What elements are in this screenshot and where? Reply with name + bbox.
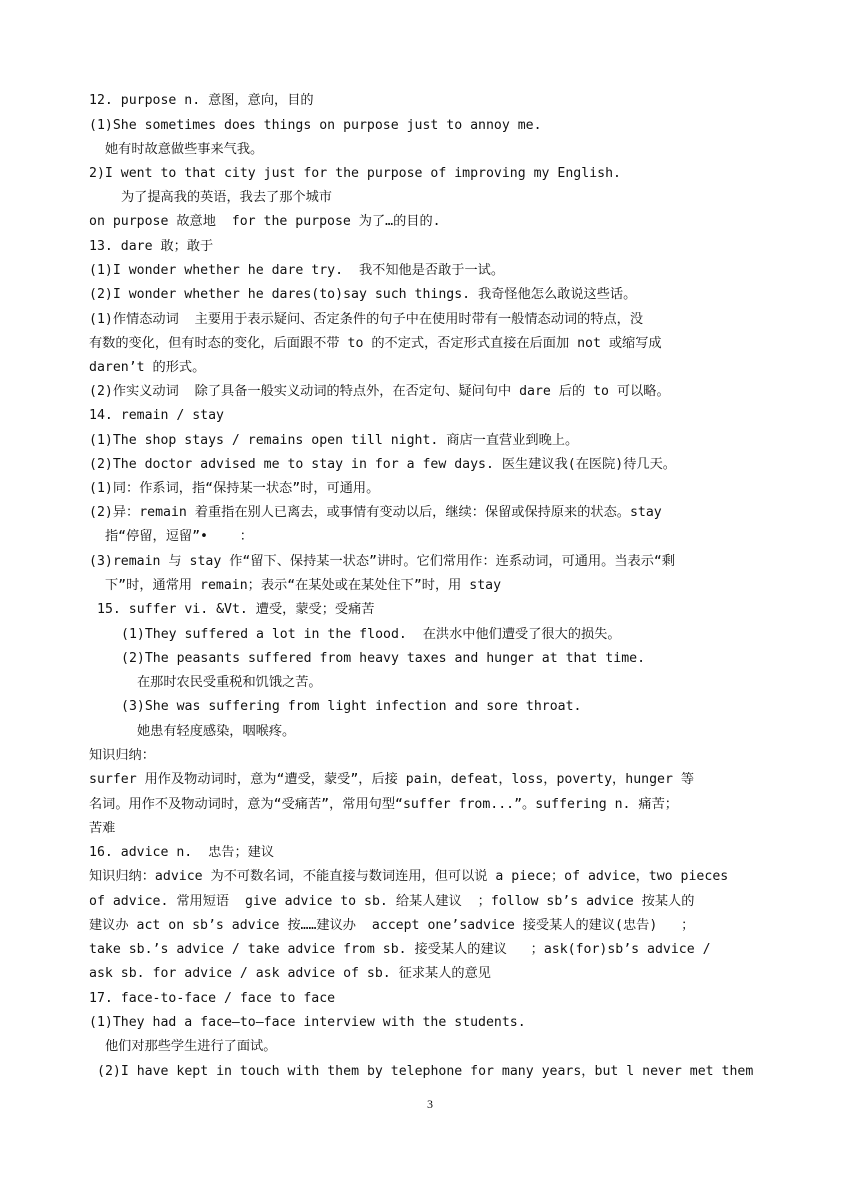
- translation-line: 在那时农民受重税和饥饿之苦。: [137, 675, 322, 690]
- heading-17-face-to-face: 17. face-to-face / face to face: [89, 991, 336, 1006]
- summary-text: surfer 用作及物动词时，意为“遭受，蒙受”，后接 pain，defeat，loss，poverty，hunger 等: [89, 772, 695, 787]
- summary-text: 知识归纳：advice 为不可数名词，不能直接与数词连用，但可以说 a piece；of advice，two pieces: [89, 869, 729, 884]
- summary-text: take sb.’s advice / take advice from sb. 接受某人的建议 ；ask(for)sb’s advice /: [89, 942, 711, 957]
- example-sentence: (2)I have kept in touch with them by telephone for many years，but l never met them: [97, 1064, 754, 1079]
- heading-14-remain-stay: 14. remain / stay: [89, 408, 224, 423]
- heading-15-suffer: 15. suffer vi. &Vt. 遭受，蒙受；受痛苦: [97, 602, 375, 617]
- summary-text: of advice. 常用短语 give advice to sb. 给某人建议 ；follow sb’s advice 按某人的: [89, 894, 695, 909]
- usage-note: 指“停留，逗留”• ：: [105, 529, 253, 544]
- example-sentence: (2)The peasants suffered from heavy taxes and hunger at that time.: [121, 651, 646, 666]
- example-sentence: 2)I went to that city just for the purpose of improving my English.: [89, 166, 621, 181]
- translation-line: 他们对那些学生进行了面试。: [105, 1039, 277, 1054]
- example-sentence: (3)She was suffering from light infection and sore throat.: [121, 699, 582, 714]
- usage-note: (2)异：remain 着重指在别人已离去，或事情有变动以后，继续：保留或保持原来的状态。stay: [89, 505, 662, 520]
- summary-text: ask sb. for advice / ask advice of sb. 征求某人的意见: [89, 966, 491, 981]
- usage-note: daren’t 的形式。: [89, 360, 206, 375]
- page-number: 3: [427, 1097, 433, 1111]
- phrase-note: on purpose 故意地 for the purpose 为了…的目的.: [89, 214, 441, 229]
- summary-label: 知识归纳：: [89, 748, 155, 763]
- example-sentence: (2)I wonder whether he dares(to)say such things. 我奇怪他怎么敢说这些话。: [89, 287, 637, 302]
- usage-note: (2)作实义动词 除了具备一般实义动词的特点外，在否定句、疑问句中 dare 后的 to 可以略。: [89, 384, 670, 399]
- translation-line: 她患有轻度感染，咽喉疼。: [137, 724, 296, 739]
- usage-note: 有数的变化，但有时态的变化，后面跟不带 to 的不定式，否定形式直接在后面加 not 或缩写成: [89, 336, 662, 351]
- usage-note: 下”时，通常用 remain；表示“在某处或在某处住下”时，用 stay: [105, 578, 502, 593]
- heading-12-purpose: 12. purpose n. 意图，意向，目的: [89, 93, 314, 108]
- summary-text: 名词。用作不及物动词时，意为“受痛苦”，常用句型“suffer from...”。suffering n. 痛苦；: [89, 797, 678, 812]
- usage-note: (1)同：作系词，指“保持某一状态”时，可通用。: [89, 481, 380, 496]
- translation-line: 她有时故意做些事来气我。: [105, 142, 264, 157]
- usage-note: (1)作情态动词 主要用于表示疑问、否定条件的句子中在使用时带有一般情态动词的特点，没: [89, 312, 644, 327]
- example-sentence: (1)I wonder whether he dare try. 我不知他是否敢于一试。: [89, 263, 505, 278]
- example-sentence: (1)They suffered a lot in the flood. 在洪水中他们遭受了很大的损失。: [121, 627, 621, 642]
- heading-16-advice: 16. advice n. 忠告；建议: [89, 845, 275, 860]
- summary-text: 苦难: [89, 821, 116, 836]
- heading-13-dare: 13. dare 敢；敢于: [89, 239, 214, 254]
- usage-note: (3)remain 与 stay 作“留下、保持某一状态”讲时。它们常用作：连系动词，可通用。当表示“剩: [89, 554, 676, 569]
- example-sentence: (2)The doctor advised me to stay in for a few days. 医生建议我(在医院)待几天。: [89, 457, 676, 472]
- summary-text: 建议办 act on sb’s advice 按……建议办 accept one’sadvice 接受某人的建议(忠告) ；: [89, 918, 695, 933]
- example-sentence: (1)She sometimes does things on purpose just to annoy me.: [89, 118, 542, 133]
- example-sentence: (1)They had a face—to—face interview with the students.: [89, 1015, 526, 1030]
- translation-line: 为了提高我的英语，我去了那个城市: [121, 190, 332, 205]
- example-sentence: (1)The shop stays / remains open till night. 商店一直营业到晚上。: [89, 433, 579, 448]
